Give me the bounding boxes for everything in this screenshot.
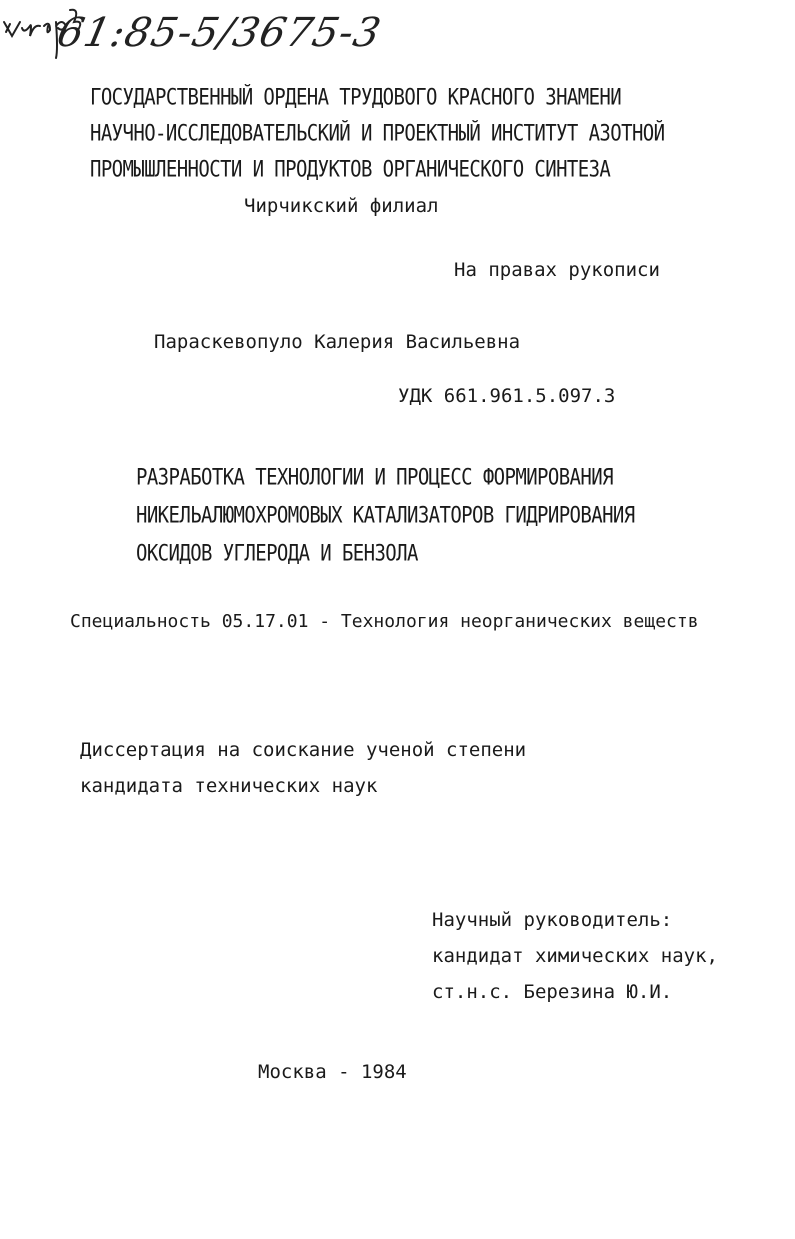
institution-line-2: НАУЧНО-ИССЛЕДОВАТЕЛЬСКИЙ И ПРОЕКТНЫЙ ИНСТИТУТ АЗОТНОЙ (90, 121, 665, 147)
supervisor-name: ст.н.с. Березина Ю.И. (432, 981, 673, 1003)
archive-number: 61:85-5/3675-3 (53, 10, 386, 56)
dissertation-line-1: Диссертация на соискание ученой степени (80, 739, 527, 761)
institution-line-3: ПРОМЫШЛЕННОСТИ И ПРОДУКТОВ ОРГАНИЧЕСКОГО СИНТЕЗА (90, 157, 611, 183)
dissertation-line-2: кандидата технических наук (80, 775, 378, 797)
branch-name: Чирчикский филиал (244, 195, 439, 217)
udc-code: УДК 661.961.5.097.3 (398, 385, 616, 407)
title-line-2: НИКЕЛЬАЛЮМОХРОМОВЫХ КАТАЛИЗАТОРОВ ГИДРИРОВАНИЯ (136, 503, 635, 529)
supervisor-label: Научный руководитель: (432, 909, 673, 931)
city-year: Москва - 1984 (258, 1061, 407, 1083)
author-name: Параскевопуло Калерия Васильевна (154, 331, 521, 353)
institution-line-1: ГОСУДАРСТВЕННЫЙ ОРДЕНА ТРУДОВОГО КРАСНОГО ЗНАМЕНИ (90, 85, 622, 111)
title-line-1: РАЗРАБОТКА ТЕХНОЛОГИИ И ПРОЦЕСС ФОРМИРОВАНИЯ (136, 465, 613, 491)
specialty: Специальность 05.17.01 - Технология неорганических веществ (70, 611, 699, 632)
manuscript-rights: На правах рукописи (454, 259, 660, 281)
supervisor-degree: кандидат химических наук, (432, 945, 718, 967)
title-line-3: ОКСИДОВ УГЛЕРОДА И БЕНЗОЛА (136, 541, 418, 567)
